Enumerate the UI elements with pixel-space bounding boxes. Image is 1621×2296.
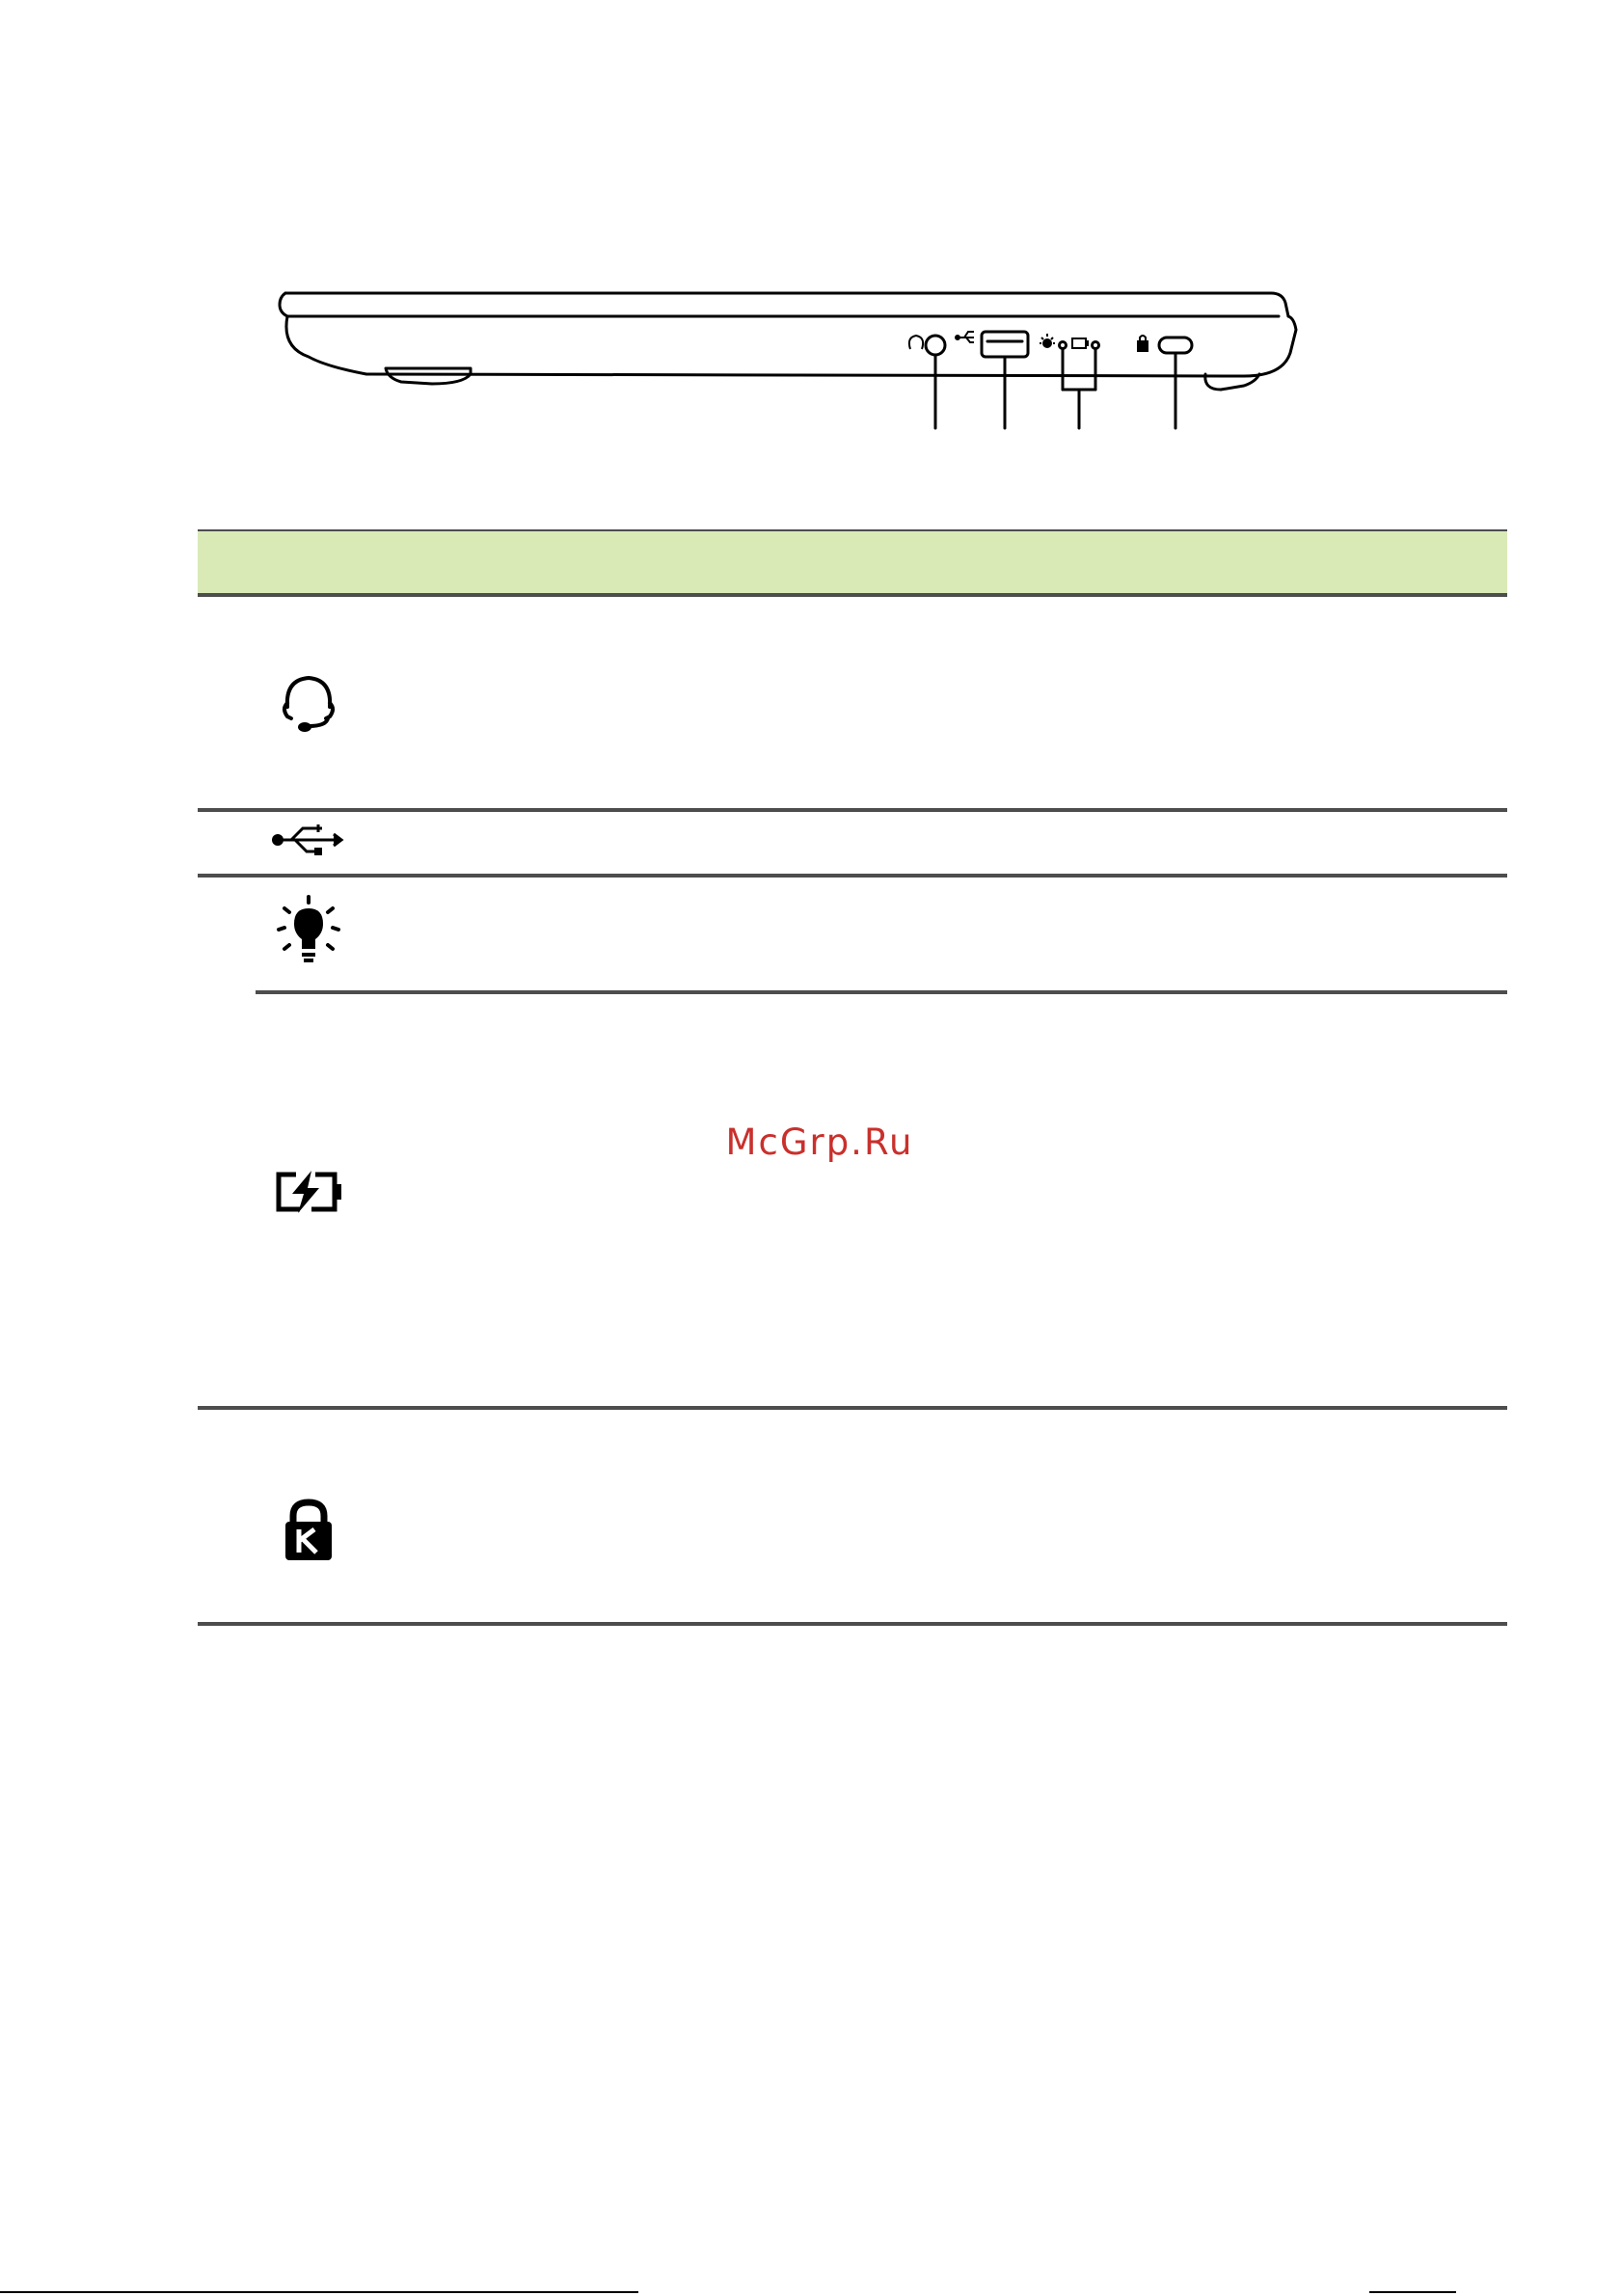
kensington-lock-icon (280, 1497, 338, 1564)
battery-charging-icon (275, 1169, 344, 1215)
row-rule-3 (256, 990, 1507, 994)
laptop-right-side-illustration (270, 270, 1331, 444)
row-rule-2 (198, 874, 1507, 878)
watermark: McGrp.Ru (725, 1121, 914, 1163)
usb-icon (270, 823, 347, 857)
battery-led-icon (1072, 338, 1088, 348)
footer-rule-right (1369, 2291, 1456, 2293)
power-led-icon (1040, 334, 1055, 347)
usb-icon (956, 332, 974, 342)
row-rule-4 (198, 1406, 1507, 1410)
table-header (198, 531, 1507, 593)
table-header-rule (198, 593, 1507, 597)
row-rule-5 (198, 1622, 1507, 1626)
kensington-lock-icon (1138, 336, 1148, 351)
headset-icon (909, 336, 923, 349)
row-rule-1 (198, 808, 1507, 812)
power-led-icon (275, 895, 342, 968)
headset-icon (280, 670, 338, 738)
footer-rule-left (0, 2291, 638, 2293)
